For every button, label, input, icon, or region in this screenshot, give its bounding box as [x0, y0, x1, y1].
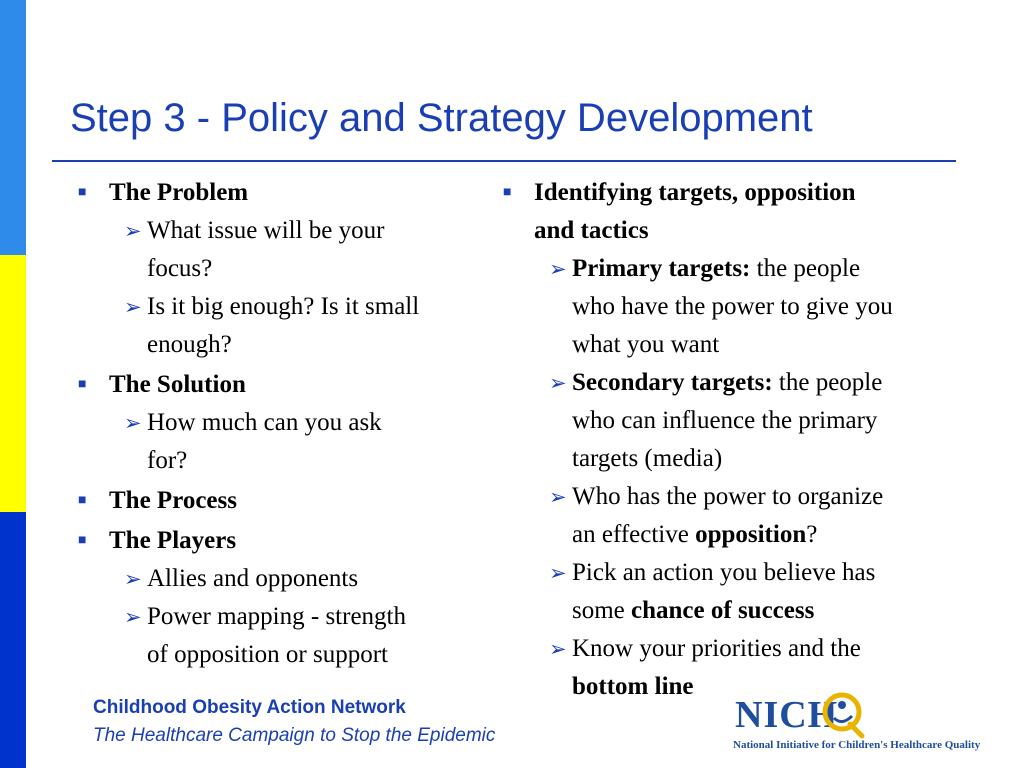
bullet-heading: Identifying targets, opposition [534, 179, 856, 206]
sub-bullet-text: ? [806, 521, 818, 548]
sub-bullet-line [572, 250, 983, 288]
footer-tagline: The Healthcare Campaign to Stop the Epidemic [93, 725, 496, 746]
bullet-heading: and tactics [534, 217, 649, 244]
logo-q-figure-icon [820, 690, 868, 740]
bullet-heading: The Problem [109, 179, 249, 206]
sub-bullet-text: an effective [572, 521, 696, 548]
sub-bullet-item [78, 288, 498, 364]
bullet-heading: The Players [109, 527, 237, 554]
sub-bullet-text: Know your priorities and the [572, 635, 861, 662]
sub-bullet-text: Power mapping - strength [147, 603, 406, 630]
sub-bullet-text: the people [772, 369, 883, 396]
sub-bullet-item [503, 364, 983, 478]
square-bullet-icon: ■ [503, 185, 512, 200]
sub-bullet-text: focus? [147, 255, 213, 282]
sub-bullet-line [572, 516, 983, 554]
arrow-bullet-icon: ➢ [549, 257, 567, 281]
right-column [503, 172, 983, 706]
sub-bullet-text: Pick an action you believe has [572, 559, 876, 586]
arrow-bullet-icon: ➢ [549, 637, 567, 661]
sidebar-stripe [0, 0, 26, 768]
sub-bullet-text: What issue will be your [147, 217, 385, 244]
sub-bullet-text: Who has the power to organize [572, 483, 884, 510]
sub-bullet-item [78, 404, 498, 480]
sub-bullet-line [572, 592, 983, 630]
sub-bullet-item [503, 554, 983, 630]
sub-bullet-line [572, 364, 983, 402]
sidebar-stripe-yellow [0, 255, 26, 512]
sub-bullet-text: who can influence the primary [572, 407, 878, 434]
sub-bullet-text: for? [147, 447, 188, 474]
square-bullet-icon: ■ [78, 185, 87, 200]
arrow-bullet-icon: ➢ [549, 485, 567, 509]
logo-tagline: National Initiative for Children's Healthcare Quality [733, 739, 981, 751]
sub-bullet-item [78, 560, 498, 598]
sub-bullet-text: what you want [572, 331, 720, 358]
sub-bullet-text: How much can you ask [147, 409, 382, 436]
arrow-bullet-icon: ➢ [549, 561, 567, 585]
bullet-item [78, 366, 498, 404]
sub-bullet-text: of opposition or support [147, 641, 388, 668]
square-bullet-icon: ■ [78, 377, 87, 392]
sub-bullet-item [503, 478, 983, 554]
square-bullet-icon: ■ [78, 533, 87, 548]
sub-bullet-bold: opposition [695, 521, 807, 548]
sub-bullet-bold: Primary targets: [572, 255, 751, 282]
bullet-heading: The Process [109, 487, 237, 514]
title-divider [52, 160, 956, 162]
sub-bullet-text: Is it big enough? Is it small [147, 293, 420, 320]
footer-org-name: Childhood Obesity Action Network [93, 697, 406, 718]
sub-bullet-item [78, 212, 498, 288]
sub-bullet-item [503, 250, 983, 364]
sub-bullet-text: some [572, 597, 632, 624]
sub-bullet-bold: bottom line [572, 673, 694, 700]
arrow-bullet-icon: ➢ [124, 411, 142, 435]
left-column [78, 172, 498, 674]
logo-wordmark: NICH [735, 694, 839, 736]
bullet-heading: The Solution [109, 371, 246, 398]
arrow-bullet-icon: ➢ [124, 219, 142, 243]
sub-bullet-bold: chance of success [631, 597, 815, 624]
square-bullet-icon: ■ [78, 493, 87, 508]
sub-bullet-text: Allies and opponents [147, 565, 359, 592]
sidebar-stripe-blue-light [0, 0, 26, 255]
bullet-item [78, 522, 498, 560]
sub-bullet-item [78, 598, 498, 674]
arrow-bullet-icon: ➢ [124, 567, 142, 591]
sub-bullet-text: the people [750, 255, 861, 282]
arrow-bullet-icon: ➢ [124, 295, 142, 319]
sub-bullet-bold: Secondary targets: [572, 369, 773, 396]
bullet-item [503, 174, 983, 250]
sub-bullet-text: who have the power to give you [572, 293, 893, 320]
bullet-item [78, 174, 498, 212]
arrow-bullet-icon: ➢ [549, 371, 567, 395]
sub-bullet-text: targets (media) [572, 445, 723, 472]
slide-title: Step 3 - Policy and Strategy Development [70, 96, 813, 140]
sub-bullet-text: enough? [147, 331, 232, 358]
sidebar-stripe-blue-dark [0, 512, 26, 768]
arrow-bullet-icon: ➢ [124, 605, 142, 629]
bullet-item [78, 482, 498, 520]
